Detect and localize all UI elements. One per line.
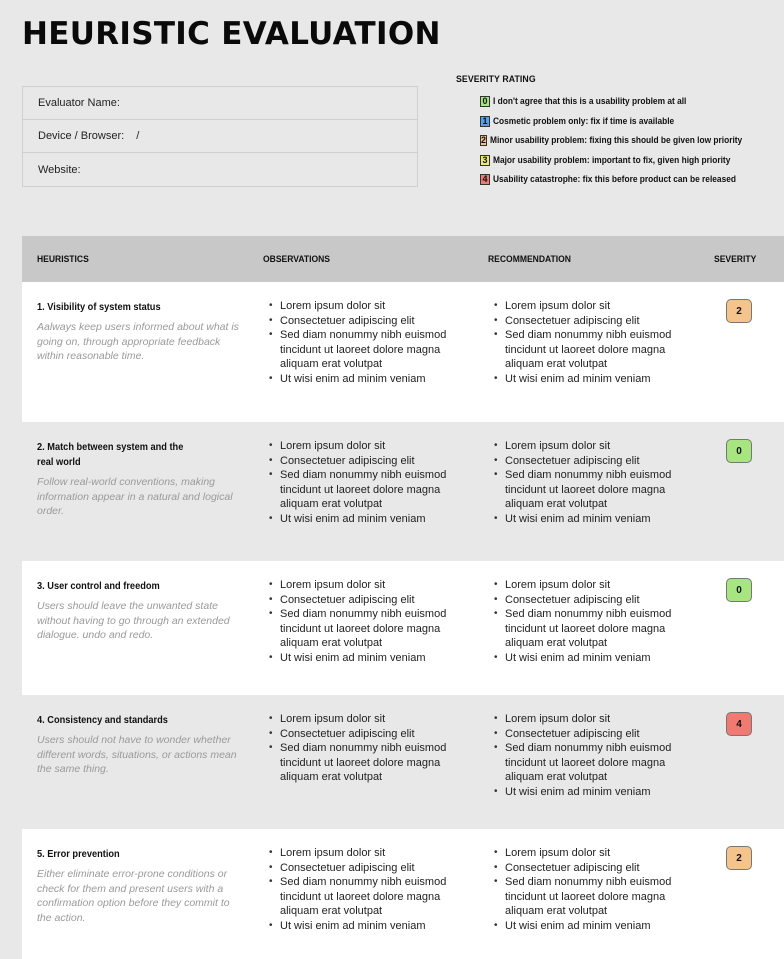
table-row (22, 561, 784, 695)
observation-item: • Consectetuer adipiscing elit (269, 314, 469, 329)
heuristic-description: Users should not have to wonder whether different words, situations, or actions mean the same thing. (37, 734, 237, 775)
recommendation-item: • Lorem ipsum dolor sit (494, 439, 694, 454)
recommendation-item: • Ut wisi enim ad minim veniam (494, 651, 694, 666)
evaluator-name-row (23, 87, 417, 120)
recommendation-item: • Consectetuer adipiscing elit (494, 314, 694, 329)
severity-badge[interactable]: 0 (726, 578, 752, 602)
website-row (23, 153, 417, 186)
observation-item: • Ut wisi enim ad minim veniam (269, 919, 469, 934)
severity-swatch: 1 (480, 116, 490, 127)
severity-legend-item (480, 131, 776, 151)
recommendation-item: • Consectetuer adipiscing elit (494, 727, 694, 742)
website-field[interactable] (93, 164, 293, 176)
heuristic-cell (37, 300, 247, 364)
table-row (22, 695, 784, 829)
heuristic-description: Follow real-world conventions, making information appear in a natural and logical order. (37, 476, 233, 517)
observation-list (269, 299, 469, 387)
observation-item: • Lorem ipsum dolor sit (269, 439, 469, 454)
recommendation-list (494, 712, 694, 800)
recommendation-list (494, 578, 694, 666)
severity-badge[interactable]: 2 (726, 299, 752, 323)
observation-item: • Lorem ipsum dolor sit (269, 299, 469, 314)
heuristic-cell (37, 713, 247, 777)
severity-legend-text: Cosmetic problem only: fix if time is available (493, 115, 675, 127)
severity-badge[interactable]: 2 (726, 846, 752, 870)
recommendation-item: • Consectetuer adipiscing elit (494, 593, 694, 608)
observation-item: • Sed diam nonummy nibh euismod tincidunt ut laoreet dolore magna aliquam erat volutpat (269, 328, 469, 372)
severity-legend-text: Minor usability problem: fixing this should be given low priority (490, 135, 743, 147)
evaluator-name-field[interactable] (132, 97, 332, 109)
heuristic-name: 5. Error prevention (37, 848, 120, 860)
observation-item: • Ut wisi enim ad minim veniam (269, 651, 469, 666)
observation-item: • Lorem ipsum dolor sit (269, 846, 469, 861)
observation-item: • Sed diam nonummy nibh euismod tincidunt ut laoreet dolore magna aliquam erat volutpat (269, 875, 469, 919)
severity-legend-text: Usability catastrophe: fix this before product can be released (493, 174, 736, 186)
severity-swatch: 2 (481, 135, 487, 146)
observation-item: • Consectetuer adipiscing elit (269, 861, 469, 876)
heuristics-table (22, 236, 784, 959)
table-row (22, 282, 784, 422)
table-body (22, 282, 784, 959)
recommendation-item: • Lorem ipsum dolor sit (494, 712, 694, 727)
recommendation-item: • Lorem ipsum dolor sit (494, 299, 694, 314)
header-severity: SEVERITY (714, 254, 757, 265)
recommendation-list (494, 846, 694, 934)
severity-legend-text: Major usability problem: important to fix, given high priority (493, 154, 731, 166)
device-browser-row (23, 120, 417, 153)
observation-item: • Sed diam nonummy nibh euismod tincidunt ut laoreet dolore magna aliquam erat volutpat (269, 468, 469, 512)
header-recommendation: RECOMMENDATION (488, 254, 571, 265)
observation-item: • Sed diam nonummy nibh euismod tincidunt ut laoreet dolore magna aliquam erat volutpat (269, 607, 469, 651)
observation-item: • Consectetuer adipiscing elit (269, 454, 469, 469)
recommendation-item: • Ut wisi enim ad minim veniam (494, 512, 694, 527)
severity-legend-item (480, 92, 776, 112)
recommendation-item: • Ut wisi enim ad minim veniam (494, 372, 694, 387)
heuristic-name: 2. Match between system and the real world (37, 441, 184, 468)
recommendation-item: • Lorem ipsum dolor sit (494, 846, 694, 861)
severity-badge[interactable]: 0 (726, 439, 752, 463)
observation-list (269, 712, 469, 785)
severity-swatch: 0 (480, 96, 490, 107)
severity-legend-text: I don't agree that this is a usability problem at all (493, 96, 687, 108)
observation-list (269, 439, 469, 527)
severity-swatch: 3 (480, 155, 490, 166)
severity-legend (456, 74, 776, 190)
recommendation-item: • Sed diam nonummy nibh euismod tincidunt ut laoreet dolore magna aliquam erat volutpat (494, 328, 694, 372)
severity-badge[interactable]: 4 (726, 712, 752, 736)
heuristic-description: Users should leave the unwanted state without having to go through an extended dialogue. undo and redo. (37, 600, 230, 641)
recommendation-item: • Consectetuer adipiscing elit (494, 454, 694, 469)
observation-list (269, 846, 469, 934)
severity-legend-item (480, 112, 776, 132)
recommendation-item: • Sed diam nonummy nibh euismod tincidunt ut laoreet dolore magna aliquam erat volutpat (494, 468, 694, 512)
heuristic-name: 3. User control and freedom (37, 580, 160, 592)
observation-item: • Ut wisi enim ad minim veniam (269, 372, 469, 387)
header-heuristics: HEURISTICS (37, 254, 89, 265)
header-observations: OBSERVATIONS (263, 254, 330, 265)
heuristic-name: 4. Consistency and standards (37, 714, 168, 726)
observation-item: • Consectetuer adipiscing elit (269, 593, 469, 608)
observation-item: • Lorem ipsum dolor sit (269, 712, 469, 727)
heuristic-description: Either eliminate error-prone conditions or check for them and present users with a confirmation option before they commit to the action. (37, 868, 230, 924)
recommendation-item: • Consectetuer adipiscing elit (494, 861, 694, 876)
evaluator-name-label: Evaluator Name: (38, 97, 120, 109)
observation-item: • Ut wisi enim ad minim veniam (269, 512, 469, 527)
heuristic-cell (37, 847, 247, 925)
recommendation-item: • Sed diam nonummy nibh euismod tincidunt ut laoreet dolore magna aliquam erat volutpat (494, 875, 694, 919)
severity-legend-item (480, 170, 776, 190)
table-header (22, 236, 784, 282)
recommendation-list (494, 299, 694, 387)
recommendation-item: • Sed diam nonummy nibh euismod tincidunt ut laoreet dolore magna aliquam erat volutpat (494, 607, 694, 651)
heuristic-cell (37, 440, 247, 519)
recommendation-list (494, 439, 694, 527)
table-row (22, 829, 784, 959)
table-row (22, 422, 784, 561)
recommendation-item: • Lorem ipsum dolor sit (494, 578, 694, 593)
recommendation-item: • Ut wisi enim ad minim veniam (494, 785, 694, 800)
observation-item: • Lorem ipsum dolor sit (269, 578, 469, 593)
heuristic-cell (37, 579, 247, 643)
severity-legend-title: SEVERITY RATING (456, 74, 536, 85)
severity-swatch: 4 (480, 174, 490, 185)
heuristic-description: Aalways keep users informed about what is going on, through appropriate feedback within reasonable time. (37, 321, 239, 362)
evaluator-info-box (22, 86, 418, 187)
device-browser-label: Device / Browser: (38, 130, 125, 142)
observation-list (269, 578, 469, 666)
website-label: Website: (38, 163, 81, 176)
device-browser-field[interactable] (136, 130, 336, 142)
observation-item: • Consectetuer adipiscing elit (269, 727, 469, 742)
page-title: HEURISTIC EVALUATION (22, 16, 441, 52)
observation-item: • Sed diam nonummy nibh euismod tincidunt ut laoreet dolore magna aliquam erat volutpat (269, 741, 469, 785)
recommendation-item: • Sed diam nonummy nibh euismod tincidunt ut laoreet dolore magna aliquam erat volutpat (494, 741, 694, 785)
recommendation-item: • Ut wisi enim ad minim veniam (494, 919, 694, 934)
heuristic-name: 1. Visibility of system status (37, 301, 161, 313)
severity-legend-item (480, 151, 776, 171)
